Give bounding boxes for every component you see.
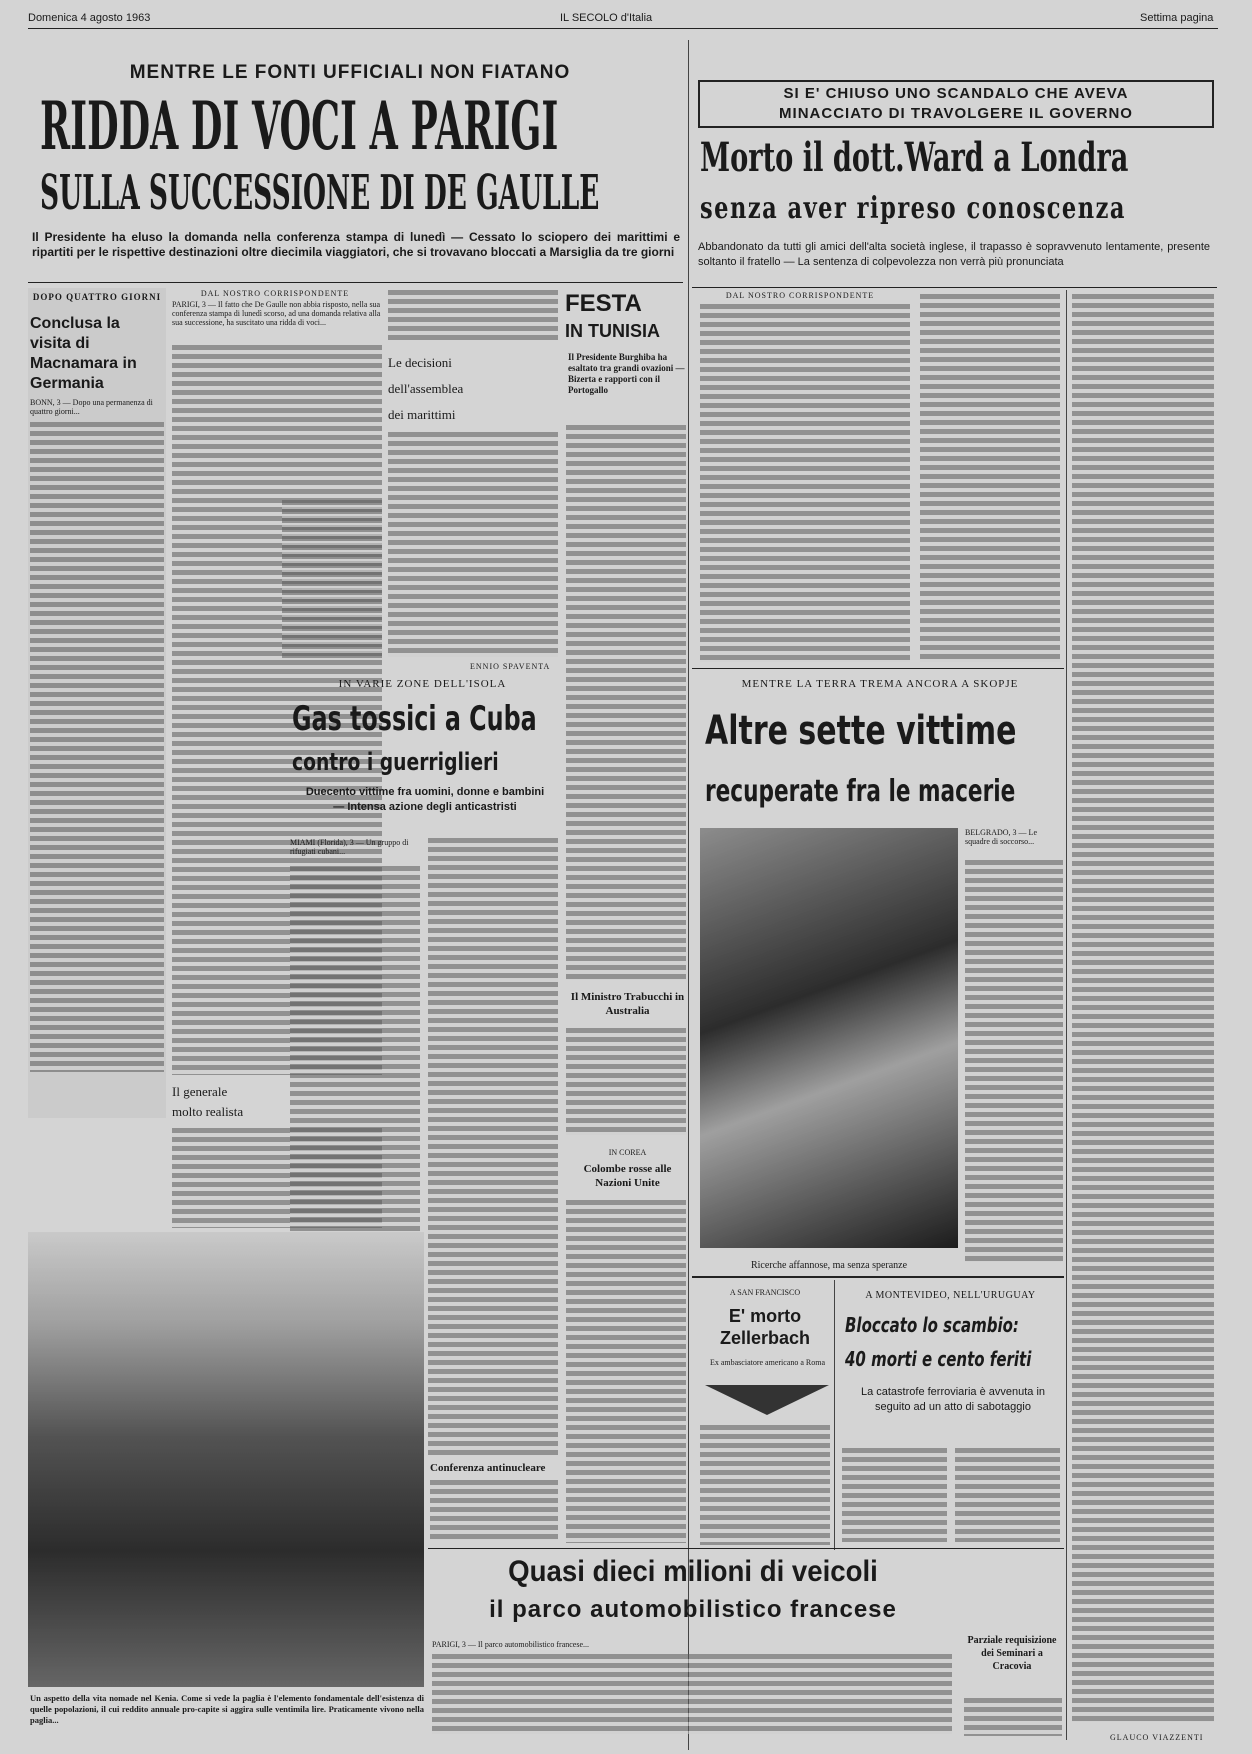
ward-kicker-box — [698, 80, 1214, 128]
body-text — [964, 1698, 1062, 1736]
zellerbach-deck: Ex ambasciatore americano a Roma — [709, 1358, 826, 1367]
paris-signature: ENNIO SPAVENTA — [470, 662, 551, 671]
divider — [692, 668, 1064, 669]
headline-line: Bloccato lo scambio: — [845, 1313, 1019, 1337]
macnamara-headline: Conclusa la visita di Macnamara in Germania — [30, 315, 137, 392]
body-text — [566, 425, 686, 980]
body-text — [282, 500, 382, 658]
ward-headline-2: senza aver ripreso conoscenza — [700, 191, 1126, 226]
body-text — [955, 1448, 1060, 1542]
column-divider — [688, 40, 689, 1750]
skopje-headline-2: recuperate fra le macerie — [705, 774, 1016, 809]
zellerbach-kicker: A SAN FRANCISCO — [729, 1288, 801, 1297]
macnamara-article — [28, 288, 166, 1118]
paris-headline-2: SULLA SUCCESSIONE DI DE GAULLE — [40, 165, 600, 221]
body-text — [428, 838, 558, 1455]
body-text — [388, 432, 558, 657]
body-text — [700, 1425, 830, 1545]
subhead-line: Il generale — [172, 1084, 228, 1099]
arrow-down-icon — [705, 1385, 829, 1415]
body-text — [920, 294, 1060, 662]
montevideo-headline — [845, 1308, 1031, 1376]
korea-headline: Colombe rosse alle Nazioni Unite — [583, 1163, 672, 1189]
subhead-line: dell'assemblea — [388, 381, 464, 396]
cuba-deck: Duecento vittime fra uomini, donne e bambini — Intensa azione degli anticastristi — [305, 786, 545, 813]
kenya-nomads-photo — [28, 1232, 424, 1687]
paris-headline-1: RIDDA DI VOCI A PARIGI — [40, 87, 559, 165]
masthead-rule — [28, 28, 1218, 29]
ward-deck: Abbandonato da tutti gli amici dell'alta società inglese, il trapasso è sopravvenuto lentamente, presente soltanto il fratello — La sentenza di colpevolezza non verrà più pronunciata — [698, 241, 1210, 268]
body-text — [566, 1028, 686, 1135]
conference-headline: Conferenza antinucleare — [430, 1462, 546, 1474]
subhead-line: dei marittimi — [388, 407, 456, 422]
body-text — [1072, 294, 1214, 1722]
ward-byline: DAL NOSTRO CORRISPONDENTE — [725, 291, 875, 300]
paris-byline: DAL NOSTRO CORRISPONDENTE — [200, 289, 350, 298]
ward-kicker-1: SI E' CHIUSO UNO SCANDALO CHE AVEVA — [783, 85, 1129, 102]
body-text — [700, 304, 910, 662]
zellerbach-headline — [695, 1305, 835, 1349]
vehicles-headline-1: Quasi dieci milioni di veicoli — [508, 1555, 878, 1588]
trabucchi-headline: Il Ministro Trabucchi in Australia — [570, 991, 685, 1017]
vehicles-headline-2: il parco automobilistico francese — [489, 1596, 897, 1623]
tunisia-deck: Il Presidente Burghiba ha esaltato tra grandi ovazioni — Bizerta e rapporti con il Portogallo — [568, 352, 685, 395]
ward-kicker-2: MINACCIATO DI TRAVOLGERE IL GOVERNO — [779, 105, 1133, 122]
skopje-rubble-photo — [700, 828, 958, 1248]
cuba-kicker: IN VARIE ZONE DELL'ISOLA — [338, 678, 507, 690]
page-label: Settima pagina — [1140, 12, 1214, 24]
cuba-lead: MIAMI (Florida), 3 — Un gruppo di rifugiati cubani... — [290, 838, 409, 856]
cuba-headline-1: Gas tossici a Cuba — [292, 699, 537, 739]
divider — [692, 1276, 1064, 1278]
divider — [28, 282, 683, 283]
headline-line: 40 morti e cento feriti — [845, 1347, 1032, 1371]
paris-lead: PARIGI, 3 — Il fatto che De Gaulle non abbia risposto, nella sua conferenza stampa di lunedì scorso, ad una domanda relativa alla sua successione, ha suscitato una ridda di voci... — [172, 300, 381, 327]
headline-line: Zellerbach — [719, 1328, 811, 1348]
body-text — [290, 866, 420, 1235]
body-text — [430, 1480, 558, 1540]
subhead-line: molto realista — [172, 1104, 244, 1119]
skopje-kicker: MENTRE LA TERRA TREMA ANCORA A SKOPJE — [741, 678, 1019, 690]
ward-headline-1: Morto il dott.Ward a Londra — [700, 134, 1129, 181]
montevideo-deck: La catastrofe ferroviaria è avvenuta in seguito ad un atto di sabotaggio — [860, 1386, 1046, 1413]
cuba-headline-2: contro i guerriglieri — [292, 748, 499, 776]
body-text — [432, 1654, 952, 1734]
body-text — [566, 1200, 686, 1543]
paris-deck: Il Presidente ha eluso la domanda nella conferenza stampa di lunedì — Cessato lo sciopero dei marittimi e ripartiti per le rispettive destinazioni oltre diecimila viaggiatori, che si trovavano bloccati a Marsiglia da tre giorni — [32, 230, 680, 259]
body-text — [30, 422, 164, 1072]
tunisia-headline-1: FESTA — [565, 290, 642, 317]
tunisia-headline-2: IN TUNISIA — [565, 321, 661, 341]
issue-date: Domenica 4 agosto 1963 — [28, 12, 151, 24]
divider — [692, 287, 1217, 288]
photo-caption: Un aspetto della vita nomade nel Kenia. Come si vede la paglia è l'elemento fondamentale dell'esistenza di quelle popolazioni, il cui reddito annuale pro-capite si aggira sulle ventimila lire. Praticamente vivono nella paglia... — [30, 1693, 424, 1725]
ward-signature: GLAUCO VIAZZENTI — [1110, 1733, 1204, 1742]
vehicles-lead: PARIGI, 3 — Il parco automobilistico francese... — [432, 1640, 590, 1649]
skopje-caption: Ricerche affannose, ma senza speranze — [750, 1260, 908, 1271]
column-divider — [1066, 290, 1067, 1740]
cracovia-headline: Parziale requisizione dei Seminari a Cracovia — [967, 1635, 1057, 1672]
paper-name: IL SECOLO d'Italia — [560, 12, 653, 24]
paris-subhead-general — [172, 1082, 243, 1122]
macnamara-lead: BONN, 3 — Dopo una permanenza di quattro giorni... — [30, 398, 153, 416]
body-text — [842, 1448, 947, 1542]
subhead-line: Le decisioni — [388, 355, 452, 370]
headline-line: E' morto — [728, 1306, 802, 1326]
paris-kicker: MENTRE LE FONTI UFFICIALI NON FIATANO — [129, 62, 571, 83]
korea-kicker: IN COREA — [608, 1148, 647, 1157]
paris-subhead-marittimi — [388, 350, 463, 428]
body-text — [388, 290, 558, 340]
skopje-headline-1: Altre sette vittime — [705, 708, 1017, 754]
column-divider — [834, 1280, 835, 1550]
body-text — [965, 860, 1063, 1262]
skopje-lead: BELGRADO, 3 — Le squadre di soccorso... — [965, 828, 1037, 846]
divider — [428, 1548, 1064, 1549]
macnamara-kicker: DOPO QUATTRO GIORNI — [32, 292, 162, 302]
montevideo-kicker: A MONTEVIDEO, NELL'URUGUAY — [865, 1290, 1036, 1301]
